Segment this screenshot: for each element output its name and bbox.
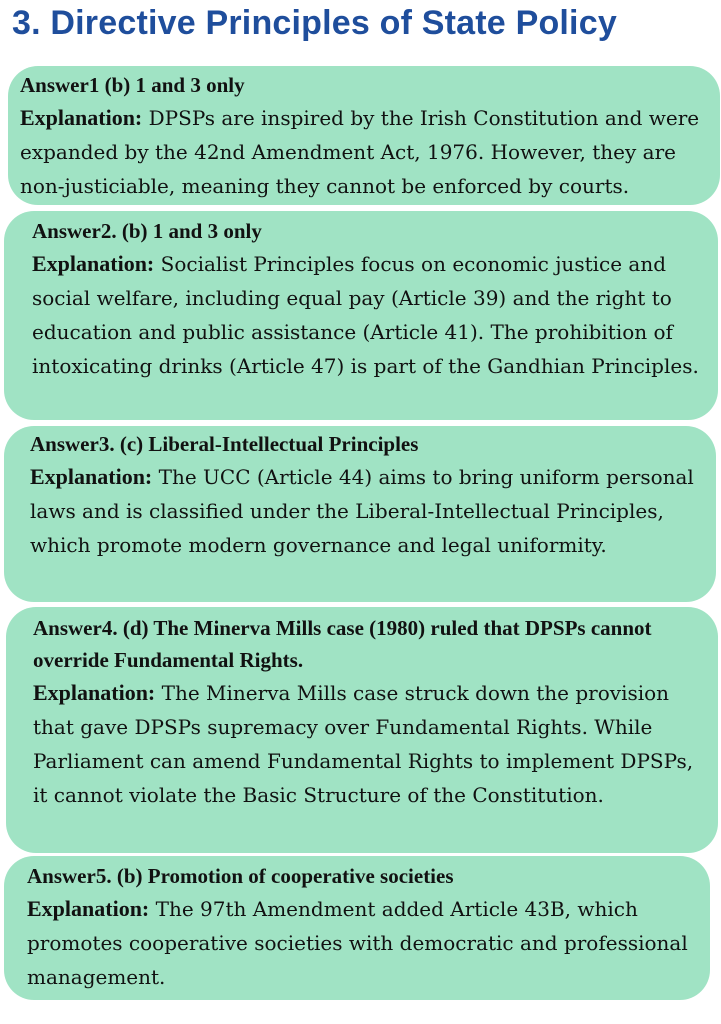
answer-heading: Answer2. (b) 1 and 3 only [32, 219, 262, 243]
answer-explanation [27, 892, 704, 994]
explanation-text: The UCC (Article 44) aims to bring uniform personal laws and is classified under the Liberal-Intellectual Principles, which promote modern governance and legal uniformity. [30, 465, 694, 557]
answer-card-2 [4, 211, 718, 420]
answer-card-5 [4, 856, 710, 1000]
explanation-label: Explanation: [32, 251, 155, 276]
explanation-text: DPSPs are inspired by the Irish Constitution and were expanded by the 42nd Amendment Act, 1976. However, they are non-justiciable, meaning they cannot be enforced by courts. [20, 106, 700, 198]
answer-card-3 [4, 426, 716, 602]
answer-card-4 [6, 607, 718, 853]
answer-explanation [20, 101, 712, 203]
answer-heading: Answer4. (d) The Minerva Mills case (1980) ruled that DPSPs cannot override Fundamental Rights. [33, 616, 652, 672]
answer-heading: Answer3. (c) Liberal-Intellectual Principles [30, 432, 419, 456]
explanation-label: Explanation: [33, 680, 156, 705]
explanation-label: Explanation: [20, 105, 143, 130]
answer-heading: Answer1 (b) 1 and 3 only [20, 73, 245, 97]
explanation-text: The 97th Amendment added Article 43B, which promotes cooperative societies with democratic and professional management. [27, 897, 688, 989]
explanation-label: Explanation: [27, 896, 150, 921]
answer-explanation [33, 676, 708, 812]
answer-card-1 [8, 66, 720, 205]
explanation-text: Socialist Principles focus on economic justice and social welfare, including equal pay (Article 39) and the right to education and public assistance (Article 41). The prohibition of intoxicating drinks (Article 47) is part of the Gandhian Principles. [32, 252, 699, 378]
explanation-text: The Minerva Mills case struck down the provision that gave DPSPs supremacy over Fundamental Rights. While Parliament can amend Fundamental Rights to implement DPSPs, it cannot violate the Basic Structure of the Constitution. [33, 681, 694, 807]
answer-heading: Answer5. (b) Promotion of cooperative societies [27, 864, 454, 888]
answer-explanation [30, 460, 706, 562]
page-title: 3. Directive Principles of State Policy [12, 4, 617, 42]
answer-explanation [32, 247, 708, 383]
explanation-label: Explanation: [30, 464, 153, 489]
